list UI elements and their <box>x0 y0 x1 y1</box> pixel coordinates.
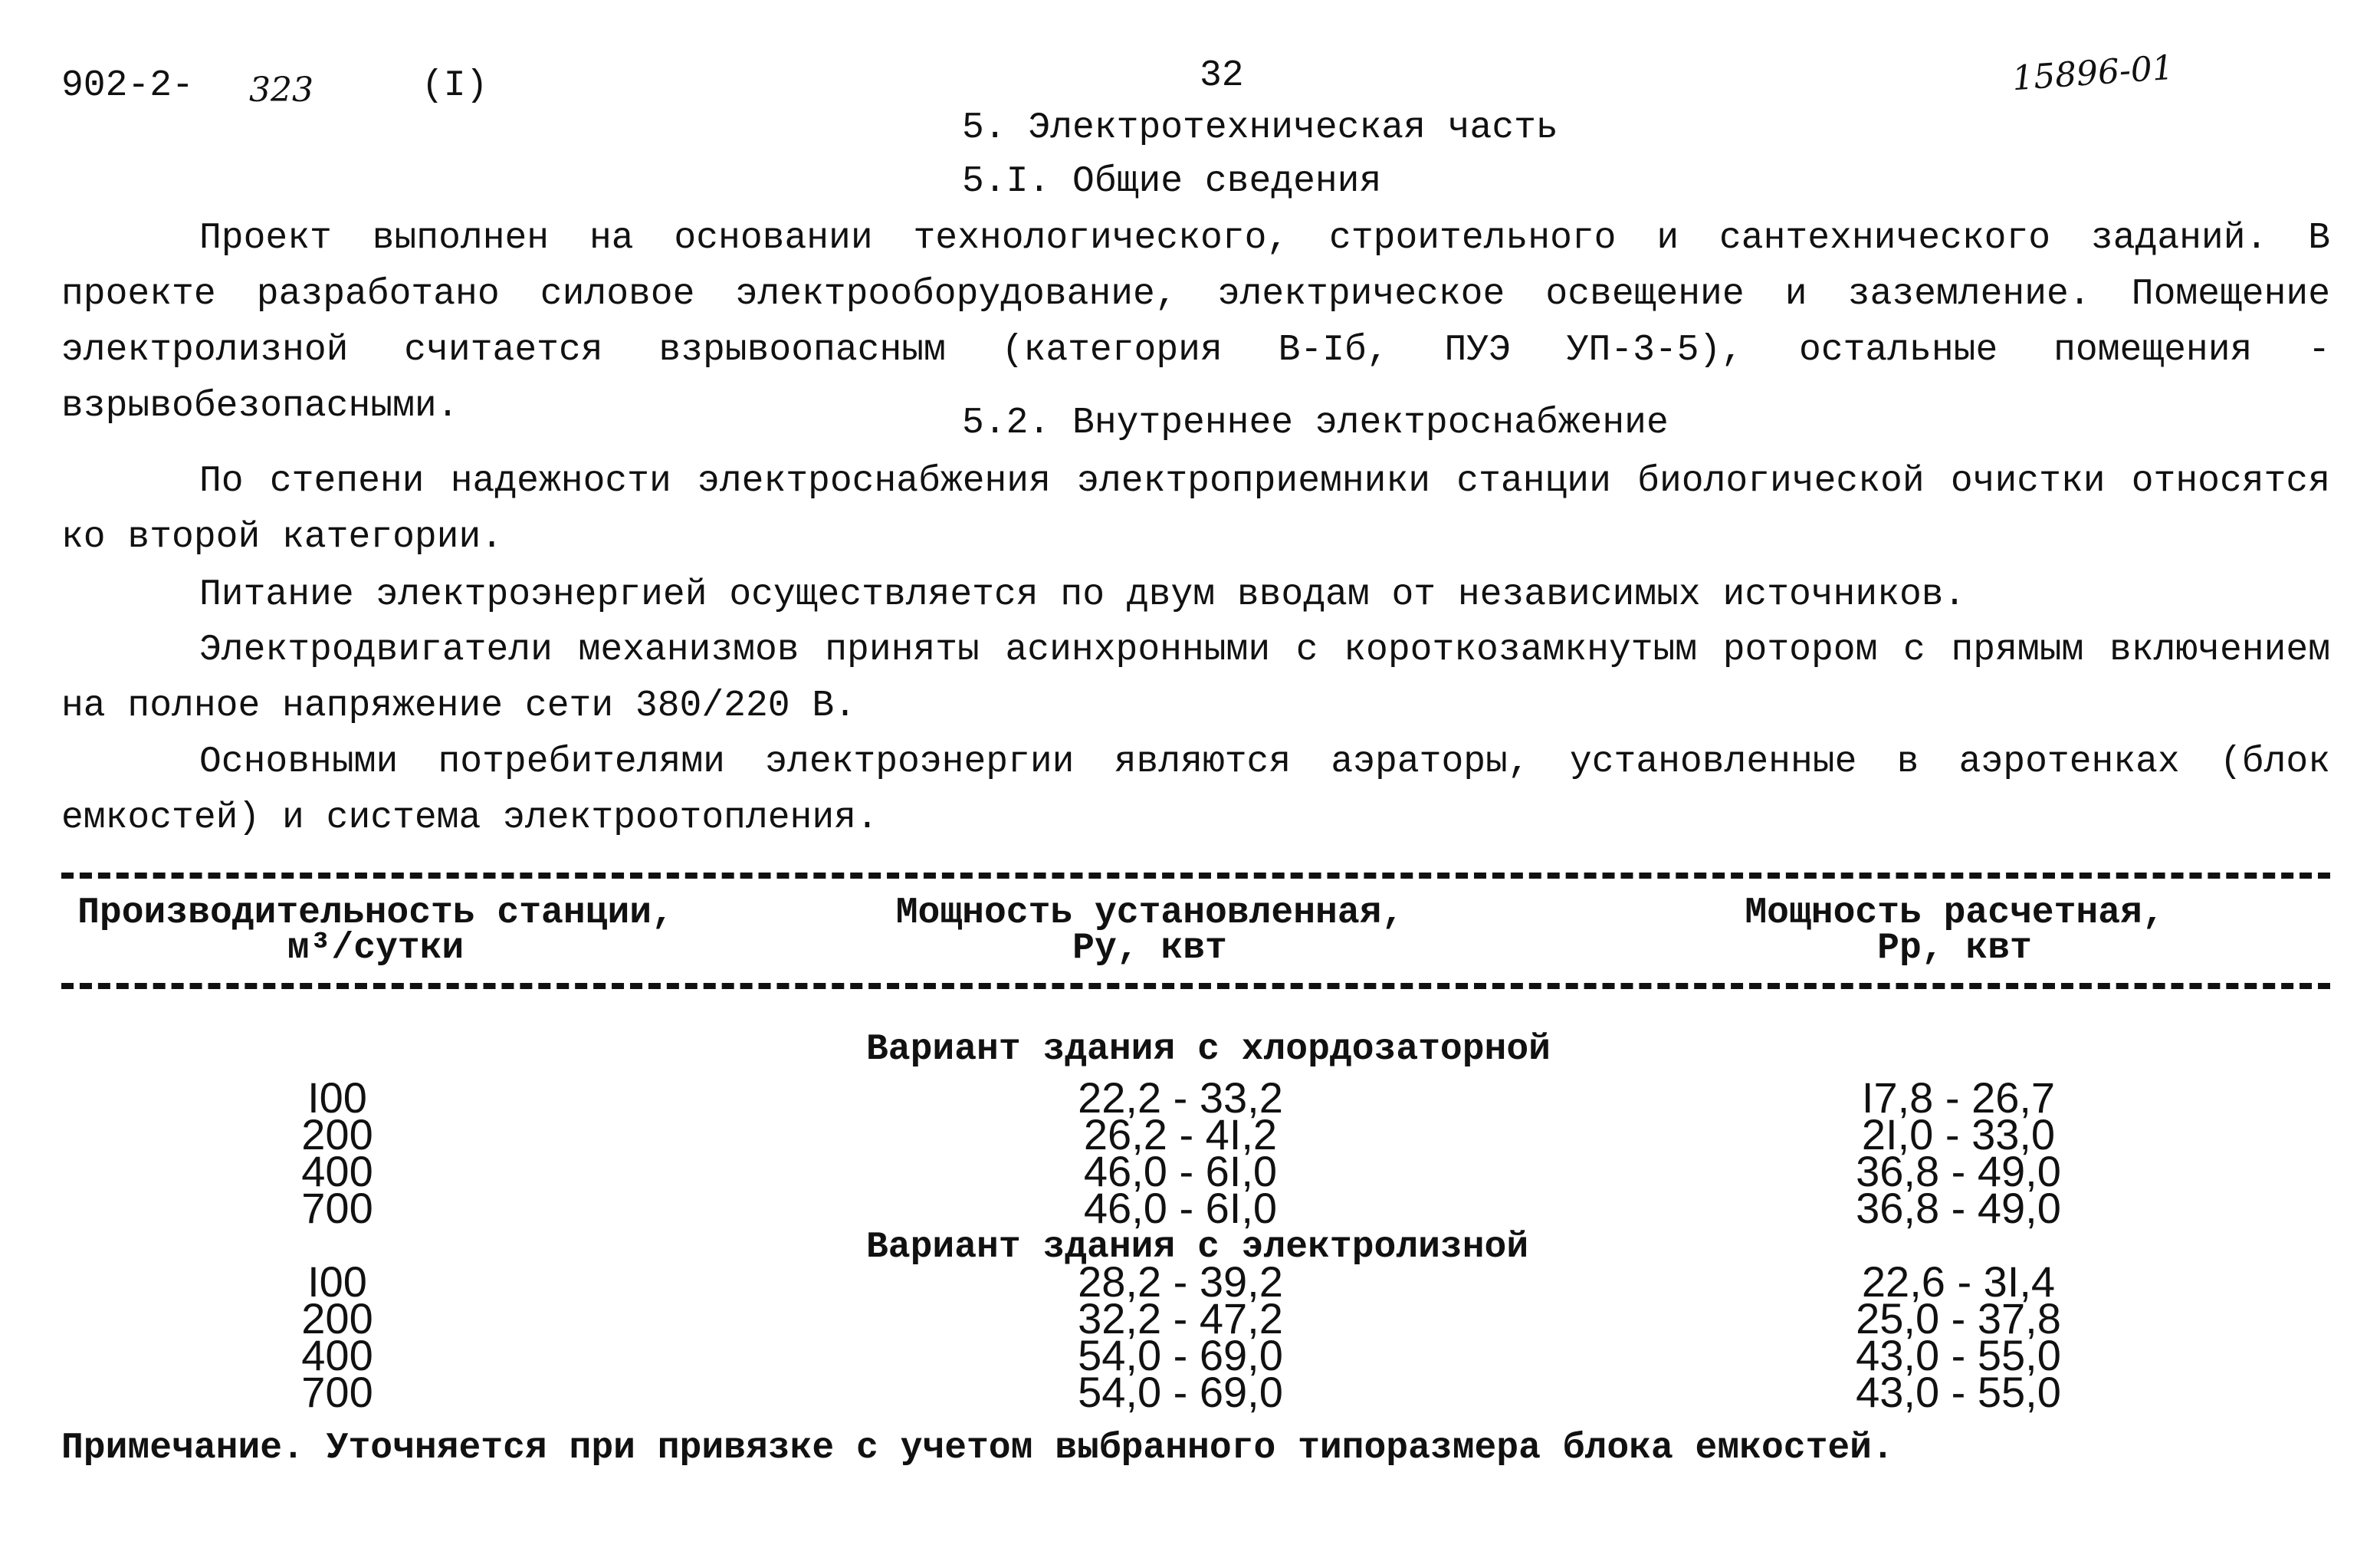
cell-installed: 22,2 - 33,2 <box>1078 1073 1283 1122</box>
table-header-rule <box>61 983 2330 989</box>
subsection-title-general: 5.I. Общие сведения <box>962 161 1382 202</box>
cell-capacity: 400 <box>301 1147 373 1195</box>
cell-capacity: I00 <box>307 1073 367 1122</box>
header-calculated-line1: Мощность расчетная, <box>1745 892 2165 934</box>
header-capacity <box>61 892 690 969</box>
paragraph-reliability: По степени надежности электроснабжения электроприемники станции биологической очистки относятся ко второй категории. <box>61 461 2330 558</box>
cell-capacity: 200 <box>301 1110 373 1159</box>
header-calculated-power <box>1702 892 2208 969</box>
cell-installed: 32,2 - 47,2 <box>1078 1294 1283 1343</box>
cell-capacity: 700 <box>301 1184 373 1232</box>
paragraph-consumers: Основными потребителями электроэнергии являются аэраторы, установленные в аэротенках (блок емкостей) и система электроотопления. <box>61 741 2330 839</box>
cell-calculated: 25,0 - 37,8 <box>1856 1294 2061 1343</box>
header-calculated-line2: Рр, квт <box>1877 928 2032 969</box>
paragraph-general-info: Проект выполнен на основании технологического, строительного и сантехнического заданий. В проекте разработано силовое электрооборудование, электрическое освещение и заземление. Помещение электролизной считается взрывоопасным (категория В-Iб, ПУЭ УП-3-5), остальные помещения - взрывобезопасными. <box>61 218 2330 427</box>
cell-calculated: I7,8 - 26,7 <box>1861 1073 2056 1122</box>
table-note: Примечание. Уточняется при привязке с учетом выбранного типоразмера блока емкостей. <box>61 1428 1894 1469</box>
cell-calculated: 36,8 - 49,0 <box>1856 1147 2061 1195</box>
group-electrolyzer-rows <box>0 1257 2380 1416</box>
cell-installed: 26,2 - 4I,2 <box>1083 1110 1278 1159</box>
document-code-prefix: 902-2- <box>61 65 194 107</box>
paragraph-power-feed: Питание электроэнергией осуществляется по двум вводам от независимых источников. <box>199 574 1966 616</box>
header-installed-line2: Ру, квт <box>1072 928 1227 969</box>
paragraph-motors: Электродвигатели механизмов приняты асинхронными с короткозамкнутым ротором с прямым включением на полное напряжение сети 380/220 В. <box>61 629 2330 727</box>
cell-installed: 46,0 - 6I,0 <box>1083 1147 1278 1195</box>
cell-calculated: 43,0 - 55,0 <box>1856 1331 2061 1379</box>
header-capacity-line2: м³/сутки <box>287 928 465 969</box>
cell-capacity: 200 <box>301 1294 373 1343</box>
cell-capacity: 700 <box>301 1368 373 1416</box>
table-top-rule <box>61 873 2330 879</box>
cell-calculated: 36,8 - 49,0 <box>1856 1184 2061 1232</box>
cell-installed: 54,0 - 69,0 <box>1078 1331 1283 1379</box>
cell-installed: 46,0 - 6I,0 <box>1083 1184 1278 1232</box>
table-row <box>0 1184 2380 1232</box>
document-code-number: 323 <box>249 71 314 110</box>
header-installed-power <box>866 892 1433 969</box>
cell-capacity: I00 <box>307 1257 367 1306</box>
header-installed-line1: Мощность установленная, <box>895 892 1404 934</box>
page-number: 32 <box>1200 55 1244 97</box>
cell-calculated: 43,0 - 55,0 <box>1856 1368 2061 1416</box>
cell-installed: 28,2 - 39,2 <box>1078 1257 1283 1306</box>
cell-calculated: 22,6 - 3I,4 <box>1861 1257 2056 1306</box>
variant-title-chlorinator: Вариант здания с хлордозаторной <box>866 1029 1551 1070</box>
cell-capacity: 400 <box>301 1331 373 1379</box>
archive-stamp-number: 15896-01 <box>2011 48 2175 99</box>
cell-installed: 54,0 - 69,0 <box>1078 1368 1283 1416</box>
document-volume: (I) <box>422 65 488 107</box>
header-capacity-line1: Производительность станции, <box>77 892 674 934</box>
subsection-title-power-supply: 5.2. Внутреннее электроснабжение <box>962 403 1669 444</box>
cell-calculated: 2I,0 - 33,0 <box>1861 1110 2056 1159</box>
variant-title-electrolyzer: Вариант здания с электролизной <box>866 1227 1529 1268</box>
table-row <box>0 1368 2380 1416</box>
section-title: 5. Электротехническая часть <box>962 107 1558 149</box>
group-chlorinator-rows <box>0 1073 2380 1232</box>
